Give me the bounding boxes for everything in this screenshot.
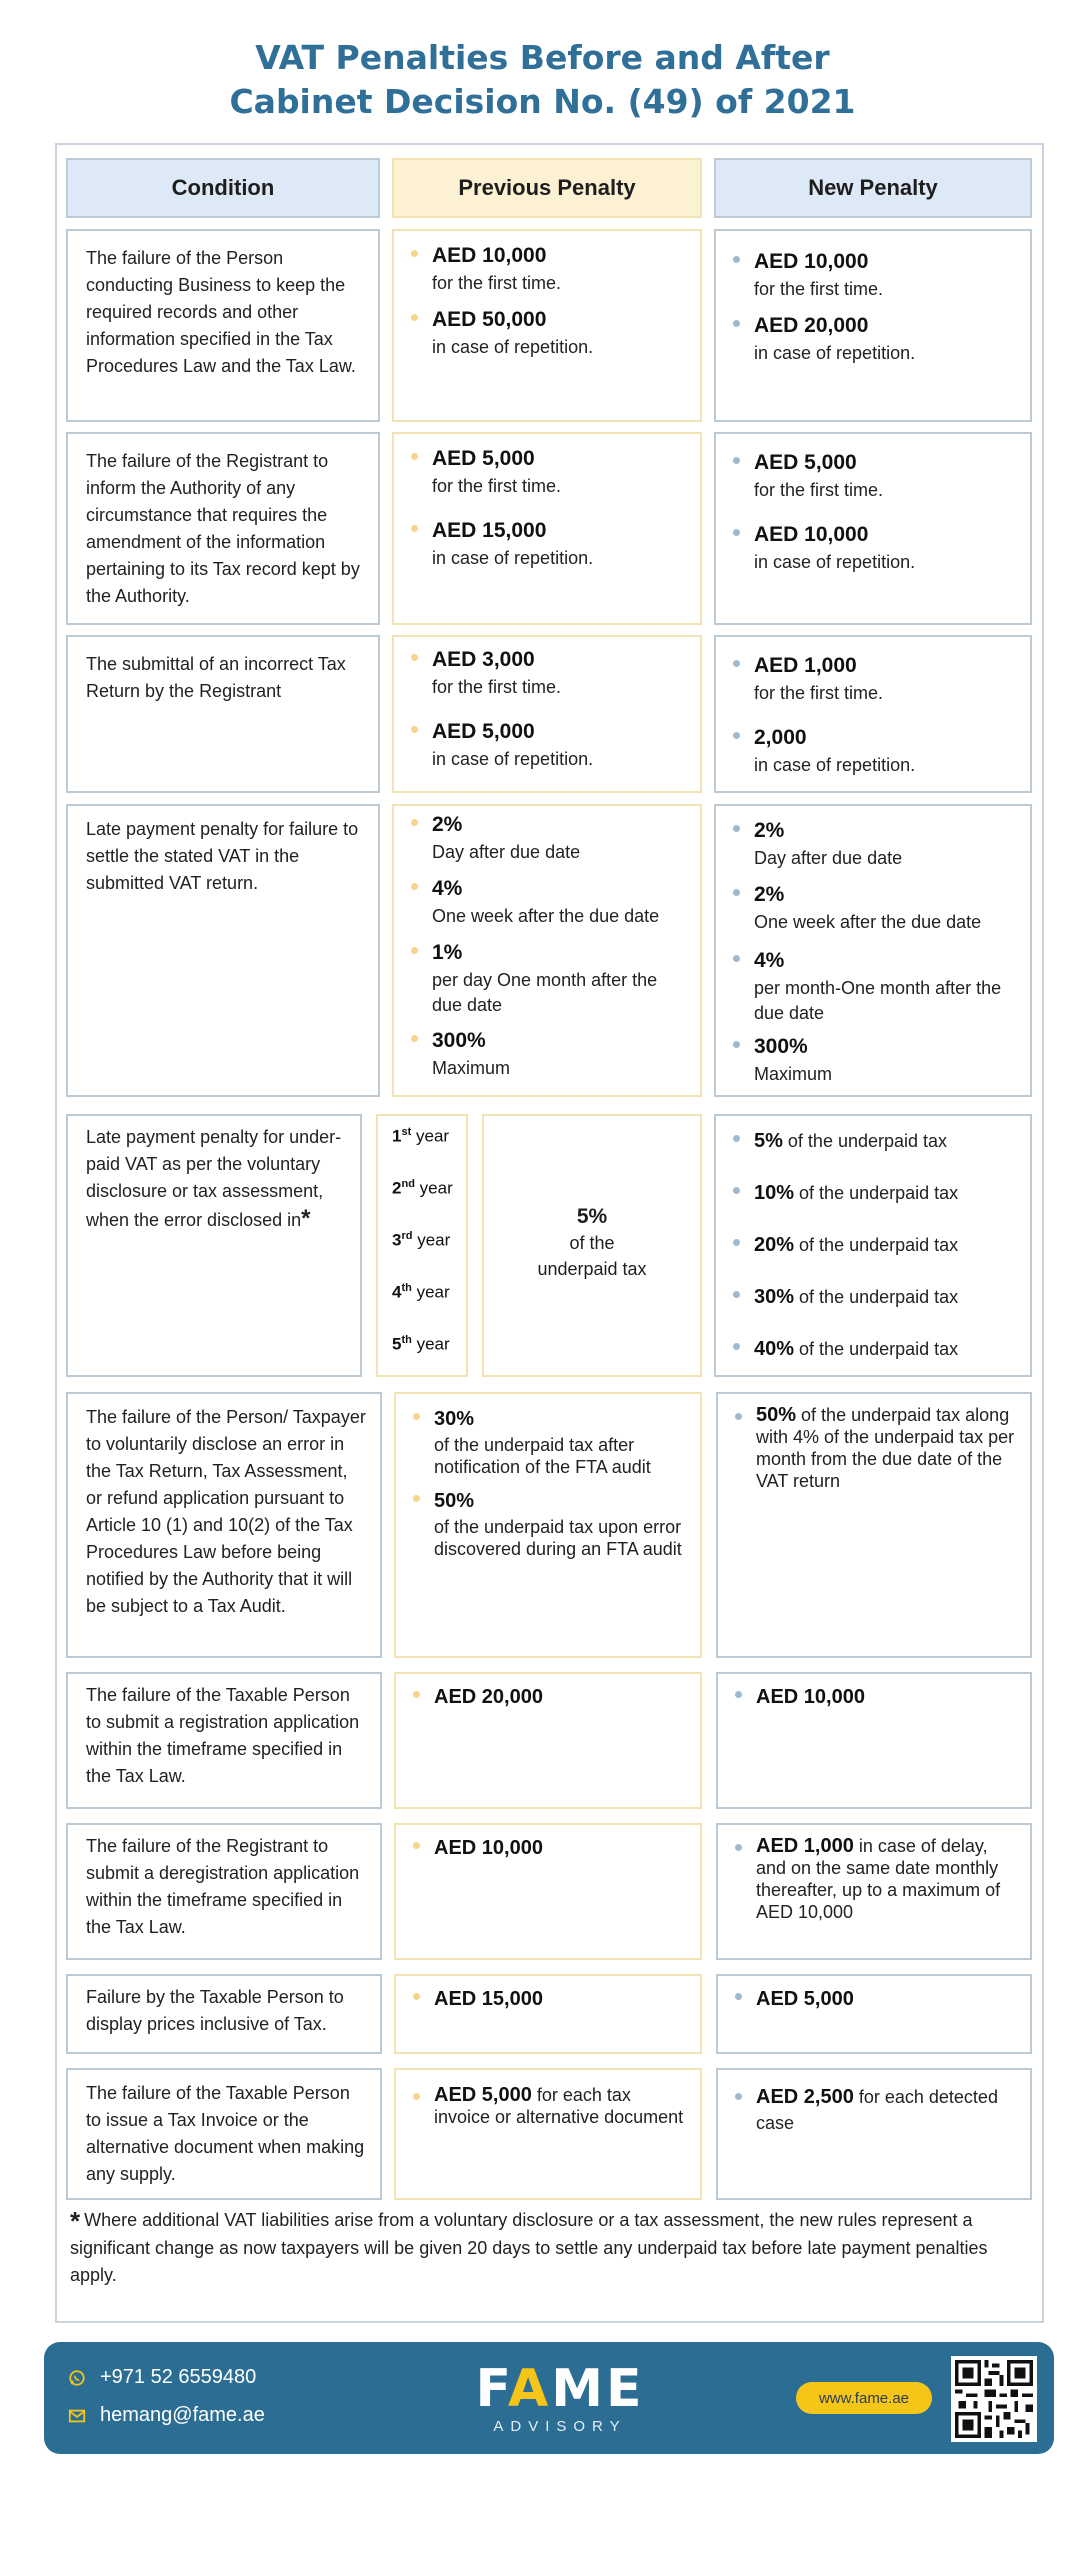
penalty-note: Maximum bbox=[754, 1064, 833, 1084]
row-6-new bbox=[716, 1392, 1032, 1658]
whatsapp-icon bbox=[68, 2369, 86, 2387]
penalty-item bbox=[434, 1404, 690, 1478]
row-7-condition bbox=[66, 1672, 382, 1809]
penalty-amount: AED 10,000 bbox=[432, 244, 547, 267]
penalty-amount: AED 5,000 bbox=[434, 2084, 532, 2106]
penalty-item bbox=[432, 305, 690, 360]
bullet-icon bbox=[733, 256, 740, 263]
bullet-icon bbox=[413, 1842, 420, 1849]
row-2-previous bbox=[392, 432, 702, 625]
header-previous-penalty: Previous Penalty bbox=[392, 158, 702, 218]
penalty-item bbox=[756, 1984, 1020, 2014]
penalty-note: for each detected case bbox=[756, 2087, 998, 2133]
penalty-note: of the underpaid tax upon error discovered during an FTA audit bbox=[434, 1517, 682, 1559]
penalty-note: in case of repetition. bbox=[754, 343, 916, 363]
bullet-icon bbox=[413, 1413, 420, 1420]
penalty-note: for the first time. bbox=[432, 677, 562, 697]
penalty-amount: AED 5,000 bbox=[432, 720, 535, 743]
penalty-item bbox=[432, 717, 690, 772]
penalty-item bbox=[754, 1126, 1020, 1156]
penalty-note-line-1: of the bbox=[569, 1233, 615, 1253]
penalty-item bbox=[754, 247, 1020, 302]
row-10-new bbox=[716, 2068, 1032, 2200]
penalty-amount: 2% bbox=[754, 883, 785, 906]
bullet-icon bbox=[735, 1844, 742, 1851]
penalty-amount: 10% bbox=[754, 1182, 795, 1204]
penalty-note: for the first time. bbox=[432, 273, 562, 293]
penalty-amount: AED 2,500 bbox=[756, 2086, 854, 2108]
row-4-condition bbox=[66, 804, 380, 1097]
bullet-icon bbox=[411, 314, 418, 321]
penalty-item bbox=[754, 723, 1020, 778]
penalty-amount: 5% bbox=[576, 1205, 608, 1228]
penalty-item bbox=[754, 1032, 1020, 1087]
row-10-previous bbox=[394, 2068, 702, 2200]
previous-flat-penalty bbox=[484, 1204, 700, 1282]
condition-text: The failure of the Taxable Person to issue a Tax Invoice or the alternative document when making any supply. bbox=[86, 2083, 365, 2184]
penalty-amount: AED 5,000 bbox=[432, 447, 535, 470]
penalty-amount: AED 10,000 bbox=[756, 1686, 865, 1708]
row-2-new bbox=[714, 432, 1032, 625]
penalty-item bbox=[754, 311, 1020, 366]
row-5-condition bbox=[66, 1114, 362, 1377]
penalty-item bbox=[754, 880, 1020, 935]
bullet-icon bbox=[411, 654, 418, 661]
title-line-1: VAT Penalties Before and After bbox=[255, 38, 830, 77]
row-5-years bbox=[376, 1114, 468, 1377]
penalty-item bbox=[754, 946, 1020, 1026]
penalty-note: Day after due date bbox=[432, 842, 581, 862]
penalty-note: for the first time. bbox=[754, 480, 884, 500]
penalty-note: for the first time. bbox=[754, 279, 884, 299]
year-label: 5th year bbox=[392, 1334, 450, 1354]
mail-icon bbox=[68, 2407, 86, 2425]
penalty-amount: AED 1,000 bbox=[756, 1835, 854, 1857]
penalty-amount: 30% bbox=[754, 1286, 795, 1308]
penalty-note: One week after the due date bbox=[432, 906, 660, 926]
footnote-text: Where additional VAT liabilities arise from a voluntary disclosure or a tax assessment, the new rules represent a significant change as now taxpayers will be given 20 days to settle any underpaid tax before late payment penalties apply. bbox=[70, 2210, 988, 2285]
bullet-icon bbox=[413, 2093, 420, 2100]
row-6-condition bbox=[66, 1392, 382, 1658]
row-1-new bbox=[714, 229, 1032, 422]
penalty-note: Day after due date bbox=[754, 848, 903, 868]
penalty-amount: AED 20,000 bbox=[434, 1686, 543, 1708]
row-7-new bbox=[716, 1672, 1032, 1809]
row-8-new bbox=[716, 1823, 1032, 1960]
penalty-note: per day One month after the due date bbox=[432, 970, 658, 1015]
bullet-icon bbox=[733, 1041, 740, 1048]
penalty-item bbox=[432, 645, 690, 700]
penalty-item bbox=[756, 1682, 1020, 1712]
penalty-amount: 2% bbox=[754, 819, 785, 842]
penalty-amount: 20% bbox=[754, 1234, 795, 1256]
penalty-item bbox=[756, 1835, 1020, 1923]
row-2-condition bbox=[66, 432, 380, 625]
penalty-item bbox=[432, 938, 690, 1018]
row-3-previous bbox=[392, 635, 702, 793]
penalty-note: of the underpaid tax bbox=[799, 1183, 959, 1203]
row-8-previous bbox=[394, 1823, 702, 1960]
penalty-item bbox=[754, 520, 1020, 575]
bullet-icon bbox=[411, 883, 418, 890]
header-new-penalty: New Penalty bbox=[714, 158, 1032, 218]
condition-text: The failure of the Person conducting Business to keep the required records and other information specified in the Tax Procedures Law and the Tax Law. bbox=[86, 248, 356, 376]
bullet-icon bbox=[733, 457, 740, 464]
row-5-new bbox=[714, 1114, 1032, 1377]
row-8-condition bbox=[66, 1823, 382, 1960]
bullet-icon bbox=[733, 320, 740, 327]
fame-advisory-logo bbox=[470, 2359, 650, 2435]
bullet-icon bbox=[413, 1495, 420, 1502]
bullet-icon bbox=[735, 1691, 742, 1698]
condition-text-main: Late payment penalty for under-paid VAT as per the voluntary disclosure or tax assessment, when the error disclosed in bbox=[86, 1127, 342, 1230]
row-1-previous bbox=[392, 229, 702, 422]
penalty-note: in case of delay, and on the same date monthly thereafter, up to a maximum of AED 10,000 bbox=[756, 1836, 1001, 1922]
row-3-condition bbox=[66, 635, 380, 793]
bullet-icon bbox=[735, 1993, 742, 2000]
row-5-previous bbox=[482, 1114, 702, 1377]
penalty-amount: AED 10,000 bbox=[754, 250, 869, 273]
row-9-previous bbox=[394, 1974, 702, 2054]
penalty-amount: 2,000 bbox=[754, 726, 807, 749]
penalty-item bbox=[434, 1682, 690, 1712]
condition-text: The failure of the Registrant to submit a deregistration application within the timeframe specified in the Tax Law. bbox=[86, 1836, 360, 1937]
row-7-previous bbox=[394, 1672, 702, 1809]
footnote-star: * bbox=[301, 1205, 311, 1232]
penalty-item bbox=[754, 1282, 1020, 1312]
penalty-note: of the underpaid tax after notification of the FTA audit bbox=[434, 1435, 651, 1477]
condition-text: The failure of the Person/ Taxpayer to voluntarily disclose an error in the Tax Return, Tax Assessment, or refund application pursuant to Article 10 (1) and 10(2) of the Tax Procedures Law before being notified by the Authority that it will be subject to a Tax Audit. bbox=[86, 1407, 366, 1616]
penalty-item bbox=[432, 810, 690, 865]
penalty-amount: 4% bbox=[432, 877, 463, 900]
bullet-icon bbox=[411, 947, 418, 954]
row-10-condition bbox=[66, 2068, 382, 2200]
footnote bbox=[70, 2207, 1030, 2289]
year-label: 2nd year bbox=[392, 1178, 453, 1198]
bullet-icon bbox=[411, 1035, 418, 1042]
penalty-item bbox=[432, 444, 690, 499]
bullet-icon bbox=[735, 1413, 742, 1420]
penalty-item bbox=[432, 1026, 690, 1081]
penalty-amount: 50% bbox=[434, 1490, 475, 1512]
row-6-previous bbox=[394, 1392, 702, 1658]
penalty-amount: AED 10,000 bbox=[434, 1837, 543, 1859]
qr-code-icon bbox=[951, 2356, 1037, 2442]
row-9-condition bbox=[66, 1974, 382, 2054]
bullet-icon bbox=[733, 1187, 740, 1194]
penalty-amount: AED 10,000 bbox=[754, 523, 869, 546]
penalty-amount: 30% bbox=[434, 1408, 475, 1430]
penalty-note-line-2: underpaid tax bbox=[537, 1259, 647, 1279]
penalty-item bbox=[756, 2084, 1020, 2136]
bullet-icon bbox=[733, 660, 740, 667]
penalty-amount: AED 50,000 bbox=[432, 308, 547, 331]
bullet-icon bbox=[413, 1993, 420, 2000]
condition-text: Failure by the Taxable Person to display prices inclusive of Tax. bbox=[86, 1987, 344, 2034]
penalty-amount: AED 15,000 bbox=[434, 1988, 543, 2010]
condition-text: Late payment penalty for failure to settle the stated VAT in the submitted VAT return. bbox=[86, 819, 359, 893]
title-line-2: Cabinet Decision No. (49) of 2021 bbox=[229, 82, 856, 121]
condition-text: The submittal of an incorrect Tax Return by the Registrant bbox=[86, 654, 346, 701]
phone-number: +971 52 6559480 bbox=[100, 2366, 257, 2388]
penalty-item bbox=[756, 1404, 1020, 1492]
penalty-item bbox=[754, 1178, 1020, 1208]
penalty-note: in case of repetition. bbox=[432, 337, 594, 357]
penalty-note: for each tax invoice or alternative document bbox=[434, 2085, 684, 2127]
row-1-condition bbox=[66, 229, 380, 422]
penalty-item bbox=[754, 816, 1020, 871]
bullet-icon bbox=[733, 1239, 740, 1246]
penalty-amount: AED 20,000 bbox=[754, 314, 869, 337]
bullet-icon bbox=[733, 1135, 740, 1142]
row-9-new bbox=[716, 1974, 1032, 2054]
penalty-note: for the first time. bbox=[754, 683, 884, 703]
penalty-note: of the underpaid tax bbox=[799, 1287, 959, 1307]
penalty-item bbox=[434, 1486, 690, 1560]
penalty-amount: AED 5,000 bbox=[756, 1988, 854, 2010]
penalty-amount: 1% bbox=[432, 941, 463, 964]
penalty-note: of the underpaid tax along with 4% of the underpaid tax per month from the due date of the VAT return bbox=[756, 1405, 1015, 1491]
penalty-amount: AED 3,000 bbox=[432, 648, 535, 671]
header-condition: Condition bbox=[66, 158, 380, 218]
bullet-icon bbox=[411, 250, 418, 257]
penalty-item bbox=[432, 241, 690, 296]
penalty-item bbox=[432, 516, 690, 571]
bullet-icon bbox=[411, 525, 418, 532]
bullet-icon bbox=[733, 889, 740, 896]
email-address: hemang@fame.ae bbox=[100, 2404, 265, 2426]
penalty-item bbox=[754, 651, 1020, 706]
logo-wordmark: FAME bbox=[475, 2359, 645, 2419]
phone-contact[interactable] bbox=[68, 2366, 256, 2389]
bullet-icon bbox=[735, 2093, 742, 2100]
penalty-amount: 300% bbox=[432, 1029, 486, 1052]
penalty-amount: 50% bbox=[756, 1404, 797, 1426]
footer-banner bbox=[44, 2342, 1054, 2454]
penalty-note: of the underpaid tax bbox=[787, 1131, 948, 1151]
penalty-note: in case of repetition. bbox=[754, 552, 916, 572]
row-4-previous bbox=[392, 804, 702, 1097]
year-label: 3rd year bbox=[392, 1230, 451, 1250]
bullet-icon bbox=[411, 819, 418, 826]
bullet-icon bbox=[733, 955, 740, 962]
penalty-amount: 4% bbox=[754, 949, 785, 972]
footnote-star: * bbox=[70, 2206, 81, 2236]
bullet-icon bbox=[733, 1291, 740, 1298]
bullet-icon bbox=[733, 1343, 740, 1350]
email-contact[interactable] bbox=[68, 2404, 265, 2427]
bullet-icon bbox=[411, 453, 418, 460]
website-link[interactable]: www.fame.ae bbox=[796, 2382, 932, 2414]
penalty-amount: 2% bbox=[432, 813, 463, 836]
penalty-item bbox=[434, 1833, 690, 1863]
penalty-amount: 5% bbox=[754, 1130, 783, 1152]
condition-text: The failure of the Taxable Person to submit a registration application within the timeframe specified in the Tax Law. bbox=[86, 1685, 360, 1786]
penalty-item bbox=[754, 1334, 1020, 1364]
penalty-note: in case of repetition. bbox=[432, 749, 594, 769]
penalty-note: Maximum bbox=[432, 1058, 511, 1078]
condition-text: The failure of the Registrant to inform the Authority of any circumstance that requires the amendment of the information pertaining to its Tax record kept by the Authority. bbox=[86, 451, 360, 606]
penalty-note: in case of repetition. bbox=[754, 755, 916, 775]
bullet-icon bbox=[733, 825, 740, 832]
year-label: 1st year bbox=[392, 1126, 450, 1146]
penalty-note: One week after the due date bbox=[754, 912, 982, 932]
penalty-note: per month-One month after the due date bbox=[754, 978, 1002, 1023]
year-label: 4th year bbox=[392, 1282, 450, 1302]
penalty-amount: AED 15,000 bbox=[432, 519, 547, 542]
logo-tagline: ADVISORY bbox=[493, 2418, 627, 2435]
penalty-note: for the first time. bbox=[432, 476, 562, 496]
penalty-item bbox=[432, 874, 690, 929]
penalty-item bbox=[754, 1230, 1020, 1260]
penalty-amount: 300% bbox=[754, 1035, 808, 1058]
row-3-new bbox=[714, 635, 1032, 793]
penalty-note: of the underpaid tax bbox=[799, 1339, 959, 1359]
penalty-amount: 40% bbox=[754, 1338, 795, 1360]
penalty-item bbox=[434, 2084, 690, 2128]
bullet-icon bbox=[733, 732, 740, 739]
bullet-icon bbox=[411, 726, 418, 733]
penalty-item bbox=[434, 1984, 690, 2014]
row-4-new bbox=[714, 804, 1032, 1097]
penalty-note: in case of repetition. bbox=[432, 548, 594, 568]
condition-text bbox=[86, 1124, 346, 1234]
penalty-note: of the underpaid tax bbox=[799, 1235, 959, 1255]
penalty-amount: AED 5,000 bbox=[754, 451, 857, 474]
bullet-icon bbox=[413, 1691, 420, 1698]
page-title bbox=[0, 36, 1085, 124]
bullet-icon bbox=[733, 529, 740, 536]
penalty-amount: AED 1,000 bbox=[754, 654, 857, 677]
penalty-item bbox=[754, 448, 1020, 503]
